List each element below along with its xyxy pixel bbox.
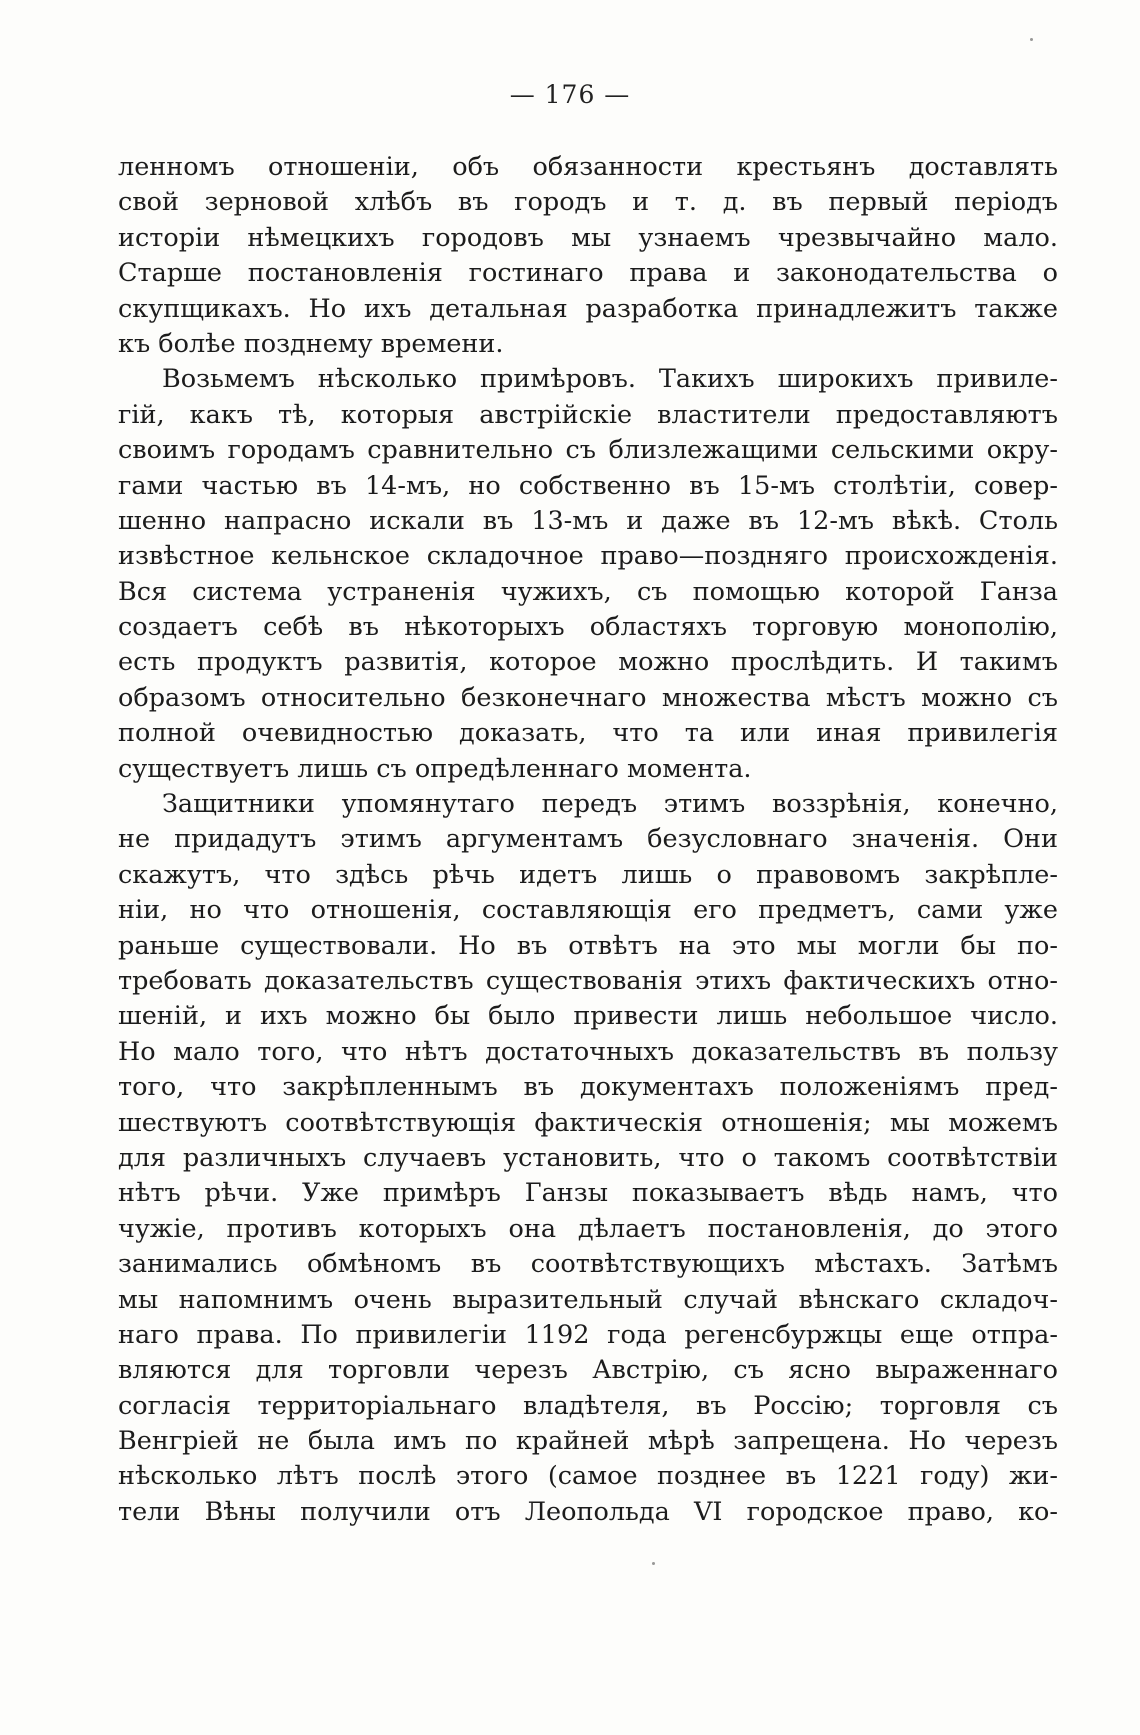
body-text: [118, 150, 1058, 1530]
text-line: не придадутъ этимъ аргументамъ безусловнаго значенія. Они: [118, 824, 1058, 855]
text-line: создаетъ себѣ въ нѣкоторыхъ областяхъ торговую монополію,: [118, 612, 1058, 643]
text-line: Венгріей не была имъ по крайней мѣрѣ запрещена. Но черезъ: [118, 1426, 1058, 1457]
text-line: того, что закрѣпленнымъ въ документахъ положеніямъ пред-: [118, 1072, 1058, 1103]
text-line: къ болѣе позднему времени.: [118, 328, 504, 359]
text-line: гами частью въ 14-мъ, но собственно въ 15-мъ столѣтіи, совер-: [118, 470, 1058, 501]
text-line: шенно напрасно искали въ 13-мъ и даже въ 12-мъ вѣкѣ. Столь: [118, 505, 1058, 536]
text-line: исторіи нѣмецкихъ городовъ мы узнаемъ чрезвычайно мало.: [118, 222, 1058, 253]
text-line: существуетъ лишь съ опредѣленнаго момента.: [118, 753, 752, 784]
text-line: есть продуктъ развитія, которое можно прослѣдить. И такимъ: [118, 647, 1058, 678]
text-line: гій, какъ тѣ, которыя австрійскіе властители предоставляютъ: [118, 399, 1058, 430]
text-line: для различныхъ случаевъ установить, что о такомъ соотвѣтствіи: [118, 1142, 1058, 1173]
text-line: Возьмемъ нѣсколько примѣровъ. Такихъ широкихъ привиле-: [162, 364, 1058, 395]
text-line: скупщикахъ. Но ихъ детальная разработка принадлежитъ также: [118, 293, 1058, 324]
text-line: наго права. По привилегіи 1192 года регенсбуржцы еще отпра-: [118, 1319, 1058, 1350]
scan-speck: [1030, 38, 1033, 41]
text-line: Старше постановленія гостинаго права и законодательства о: [118, 258, 1058, 289]
text-line: шеній, и ихъ можно бы было привести лишь небольшое число.: [118, 1001, 1058, 1032]
text-line: свой зерновой хлѣбъ въ городъ и т. д. въ первый періодъ: [118, 187, 1058, 218]
text-line: своимъ городамъ сравнительно съ близлежащими сельскими окру-: [118, 435, 1058, 466]
text-line: ніи, но что отношенія, составляющія его предметъ, сами уже: [118, 895, 1058, 926]
text-line: требовать доказательствъ существованія этихъ фактическихъ отно-: [118, 965, 1058, 996]
page-number: — 176 —: [509, 80, 631, 109]
text-line: образомъ относительно безконечнаго множества мѣстъ можно съ: [118, 682, 1058, 713]
text-line: полной очевидностью доказать, что та или иная привилегія: [118, 718, 1058, 749]
text-line: нѣтъ рѣчи. Уже примѣръ Ганзы показываетъ вѣдь намъ, что: [118, 1178, 1058, 1209]
scan-speck: [652, 1562, 655, 1565]
text-line: нѣсколько лѣтъ послѣ этого (самое позднее въ 1221 году) жи-: [118, 1461, 1058, 1492]
text-line: Защитники упомянутаго передъ этимъ воззрѣнія, конечно,: [162, 789, 1058, 820]
text-line: Вся система устраненія чужихъ, съ помощью которой Ганза: [118, 576, 1058, 607]
text-line: Но мало того, что нѣтъ достаточныхъ доказательствъ въ пользу: [118, 1036, 1058, 1067]
text-line: чужіе, противъ которыхъ она дѣлаетъ постановленія, до этого: [118, 1213, 1058, 1244]
text-line: скажутъ, что здѣсь рѣчь идетъ лишь о правовомъ закрѣпле-: [118, 859, 1058, 890]
text-line: мы напомнимъ очень выразительный случай вѣнскаго складоч-: [118, 1284, 1058, 1315]
text-line: извѣстное кельнское складочное право—поздняго происхожденія.: [118, 541, 1058, 572]
text-line: тели Вѣны получили отъ Леопольда VI городское право, ко-: [118, 1496, 1058, 1527]
text-line: вляются для торговли черезъ Австрію, съ ясно выраженнаго: [118, 1355, 1058, 1386]
text-line: ленномъ отношеніи, объ обязанности крестьянъ доставлять: [118, 152, 1058, 182]
text-line: занимались обмѣномъ въ соотвѣтствующихъ мѣстахъ. Затѣмъ: [118, 1249, 1058, 1280]
text-line: согласія территоріальнаго владѣтеля, въ Россію; торговля съ: [118, 1390, 1058, 1421]
text-line: шествуютъ соотвѣтствующія фактическія отношенія; мы можемъ: [118, 1107, 1058, 1138]
text-line: раньше существовали. Но въ отвѣтъ на это мы могли бы по-: [118, 930, 1058, 961]
